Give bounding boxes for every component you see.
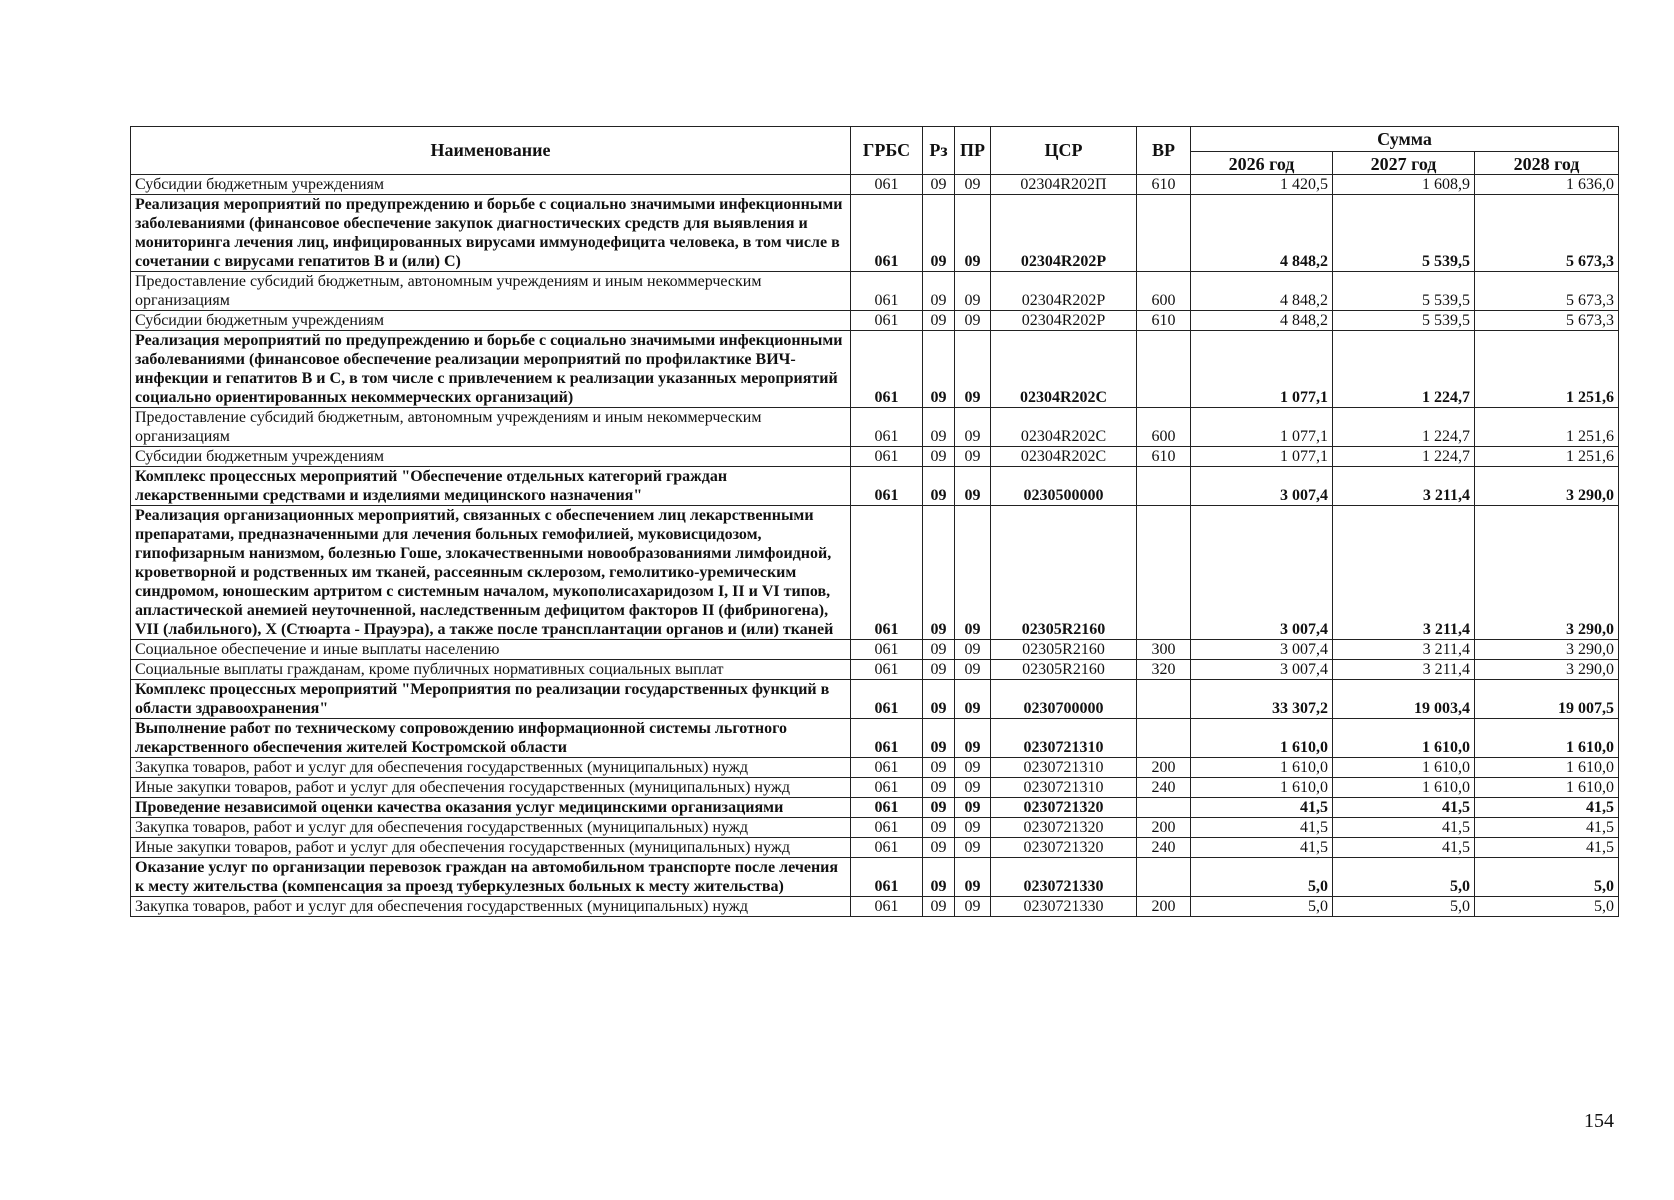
- cell-name: Закупка товаров, работ и услуг для обеспечения государственных (муниципальных) нужд: [131, 818, 851, 838]
- cell-2028: 1 610,0: [1475, 719, 1619, 758]
- cell-csr: 02305R2160: [991, 660, 1137, 680]
- cell-csr: 0230721320: [991, 838, 1137, 858]
- table-row: [131, 858, 1619, 897]
- cell-2027: 19 003,4: [1333, 680, 1475, 719]
- cell-2028: 1 251,6: [1475, 331, 1619, 408]
- cell-2028: 1 610,0: [1475, 778, 1619, 798]
- cell-rz: 09: [923, 897, 955, 917]
- cell-2027: 1 610,0: [1333, 778, 1475, 798]
- cell-2027: 5 539,5: [1333, 272, 1475, 311]
- cell-2028: 1 251,6: [1475, 447, 1619, 467]
- cell-2026: 3 007,4: [1191, 467, 1333, 506]
- table-row: [131, 660, 1619, 680]
- cell-vr: 600: [1137, 408, 1191, 447]
- cell-name: Реализация организационных мероприятий, связанных с обеспечением лиц лекарственными препаратами, предназначенными для лечения больных гемофилией, муковисцидозом, гипофизарным нанизмом, болезнью Гоше, злокачественными новообразованиями лимфоидной, кроветворной и родственных им тканей, рассеянным склерозом, гемолитико-уремическим синдромом, юношеским артритом с системным началом, мукополисахаридозом I, II и VI типов, апластической анемией неуточненной, наследственным дефицитом факторов II (фибриногена), VII (лабильного), X (Стюарта - Прауэра), а также после трансплантации органов и (или) тканей: [131, 506, 851, 640]
- cell-vr: [1137, 680, 1191, 719]
- cell-grbs: 061: [851, 311, 923, 331]
- cell-pr: 09: [955, 778, 991, 798]
- header-vr: ВР: [1137, 127, 1191, 175]
- cell-2026: 5,0: [1191, 897, 1333, 917]
- cell-csr: 0230721310: [991, 758, 1137, 778]
- table-row: [131, 680, 1619, 719]
- cell-2028: 41,5: [1475, 798, 1619, 818]
- cell-csr: 02304R202C: [991, 331, 1137, 408]
- cell-grbs: 061: [851, 175, 923, 195]
- cell-pr: 09: [955, 467, 991, 506]
- cell-2027: 5,0: [1333, 897, 1475, 917]
- cell-2027: 3 211,4: [1333, 640, 1475, 660]
- header-2026: 2026 год: [1191, 152, 1333, 175]
- cell-grbs: 061: [851, 195, 923, 272]
- cell-name: Реализация мероприятий по предупреждению и борьбе с социально значимыми инфекционными заболеваниями (финансовое обеспечение закупок диагностических средств для выявления и мониторинга лечения лиц, инфицированных вирусами иммунодефицита человека, в том числе в сочетании с вирусами гепатитов В и (или) С): [131, 195, 851, 272]
- cell-2026: 1 610,0: [1191, 758, 1333, 778]
- cell-vr: 300: [1137, 640, 1191, 660]
- cell-2027: 5 539,5: [1333, 195, 1475, 272]
- cell-vr: 610: [1137, 175, 1191, 195]
- cell-grbs: 061: [851, 838, 923, 858]
- cell-2028: 3 290,0: [1475, 640, 1619, 660]
- cell-csr: 02304R202P: [991, 195, 1137, 272]
- cell-grbs: 061: [851, 719, 923, 758]
- budget-table: [130, 126, 1619, 917]
- header-pr: ПР: [955, 127, 991, 175]
- cell-2027: 41,5: [1333, 818, 1475, 838]
- cell-vr: [1137, 719, 1191, 758]
- table-row: [131, 175, 1619, 195]
- cell-grbs: 061: [851, 447, 923, 467]
- cell-2026: 1 077,1: [1191, 447, 1333, 467]
- table-row: [131, 467, 1619, 506]
- table-row: [131, 897, 1619, 917]
- cell-pr: 09: [955, 447, 991, 467]
- cell-vr: 320: [1137, 660, 1191, 680]
- cell-2027: 1 224,7: [1333, 408, 1475, 447]
- cell-2027: 1 610,0: [1333, 719, 1475, 758]
- cell-2028: 3 290,0: [1475, 660, 1619, 680]
- cell-pr: 09: [955, 331, 991, 408]
- cell-2027: 1 224,7: [1333, 447, 1475, 467]
- table-row: [131, 758, 1619, 778]
- header-grbs: ГРБС: [851, 127, 923, 175]
- cell-vr: 240: [1137, 778, 1191, 798]
- cell-rz: 09: [923, 467, 955, 506]
- cell-pr: 09: [955, 897, 991, 917]
- cell-grbs: 061: [851, 897, 923, 917]
- cell-csr: 0230721320: [991, 818, 1137, 838]
- cell-2028: 5 673,3: [1475, 272, 1619, 311]
- cell-2027: 3 211,4: [1333, 506, 1475, 640]
- table-row: [131, 838, 1619, 858]
- cell-2028: 5 673,3: [1475, 195, 1619, 272]
- cell-name: Социальные выплаты гражданам, кроме публичных нормативных социальных выплат: [131, 660, 851, 680]
- header-rz: Рз: [923, 127, 955, 175]
- cell-pr: 09: [955, 719, 991, 758]
- cell-2026: 3 007,4: [1191, 640, 1333, 660]
- cell-2028: 41,5: [1475, 818, 1619, 838]
- cell-name: Закупка товаров, работ и услуг для обеспечения государственных (муниципальных) нужд: [131, 897, 851, 917]
- cell-2027: 5,0: [1333, 858, 1475, 897]
- cell-grbs: 061: [851, 506, 923, 640]
- cell-vr: [1137, 506, 1191, 640]
- cell-2027: 3 211,4: [1333, 467, 1475, 506]
- cell-name: Субсидии бюджетным учреждениям: [131, 447, 851, 467]
- cell-2028: 3 290,0: [1475, 467, 1619, 506]
- cell-2027: 1 608,9: [1333, 175, 1475, 195]
- cell-2027: 1 610,0: [1333, 758, 1475, 778]
- cell-pr: 09: [955, 660, 991, 680]
- cell-name: Выполнение работ по техническому сопровождению информационной системы льготного лекарственного обеспечения жителей Костромской области: [131, 719, 851, 758]
- cell-vr: 610: [1137, 447, 1191, 467]
- cell-csr: 02305R2160: [991, 506, 1137, 640]
- cell-rz: 09: [923, 798, 955, 818]
- cell-grbs: 061: [851, 331, 923, 408]
- cell-vr: [1137, 195, 1191, 272]
- cell-rz: 09: [923, 719, 955, 758]
- cell-rz: 09: [923, 680, 955, 719]
- cell-2027: 41,5: [1333, 838, 1475, 858]
- cell-grbs: 061: [851, 758, 923, 778]
- cell-2026: 41,5: [1191, 838, 1333, 858]
- cell-2027: 5 539,5: [1333, 311, 1475, 331]
- cell-pr: 09: [955, 272, 991, 311]
- cell-csr: 0230500000: [991, 467, 1137, 506]
- cell-rz: 09: [923, 272, 955, 311]
- cell-name: Проведение независимой оценки качества оказания услуг медицинскими организациями: [131, 798, 851, 818]
- cell-csr: 02304R202П: [991, 175, 1137, 195]
- cell-pr: 09: [955, 680, 991, 719]
- table-row: [131, 195, 1619, 272]
- cell-rz: 09: [923, 818, 955, 838]
- header-2028: 2028 год: [1475, 152, 1619, 175]
- table-row: [131, 778, 1619, 798]
- cell-pr: 09: [955, 858, 991, 897]
- cell-vr: 600: [1137, 272, 1191, 311]
- cell-2026: 1 420,5: [1191, 175, 1333, 195]
- cell-rz: 09: [923, 778, 955, 798]
- table-row: [131, 272, 1619, 311]
- cell-csr: 02304R202C: [991, 408, 1137, 447]
- cell-pr: 09: [955, 311, 991, 331]
- header-name: Наименование: [131, 127, 851, 175]
- cell-2026: 4 848,2: [1191, 195, 1333, 272]
- cell-2026: 3 007,4: [1191, 660, 1333, 680]
- cell-rz: 09: [923, 506, 955, 640]
- cell-pr: 09: [955, 175, 991, 195]
- table-row: [131, 798, 1619, 818]
- cell-csr: 02304R202P: [991, 311, 1137, 331]
- cell-csr: 0230721330: [991, 897, 1137, 917]
- cell-grbs: 061: [851, 660, 923, 680]
- header-csr: ЦСР: [991, 127, 1137, 175]
- cell-grbs: 061: [851, 858, 923, 897]
- cell-2028: 5,0: [1475, 858, 1619, 897]
- cell-2026: 1 610,0: [1191, 719, 1333, 758]
- cell-2026: 1 077,1: [1191, 331, 1333, 408]
- table-row: [131, 719, 1619, 758]
- cell-rz: 09: [923, 858, 955, 897]
- cell-vr: [1137, 331, 1191, 408]
- budget-page: [130, 126, 1618, 917]
- table-body: [131, 175, 1619, 917]
- cell-pr: 09: [955, 818, 991, 838]
- table-row: [131, 818, 1619, 838]
- cell-name: Закупка товаров, работ и услуг для обеспечения государственных (муниципальных) нужд: [131, 758, 851, 778]
- cell-name: Оказание услуг по организации перевозок граждан на автомобильном транспорте после лечения к месту жительства (компенсация за проезд туберкулезных больных к месту жительства): [131, 858, 851, 897]
- cell-2026: 4 848,2: [1191, 311, 1333, 331]
- cell-vr: 200: [1137, 897, 1191, 917]
- cell-name: Предоставление субсидий бюджетным, автономным учреждениям и иным некоммерческим организациям: [131, 408, 851, 447]
- cell-rz: 09: [923, 640, 955, 660]
- cell-2026: 5,0: [1191, 858, 1333, 897]
- cell-2026: 3 007,4: [1191, 506, 1333, 640]
- cell-csr: 02305R2160: [991, 640, 1137, 660]
- cell-vr: 200: [1137, 758, 1191, 778]
- cell-2026: 1 077,1: [1191, 408, 1333, 447]
- cell-rz: 09: [923, 195, 955, 272]
- cell-grbs: 061: [851, 467, 923, 506]
- cell-2028: 19 007,5: [1475, 680, 1619, 719]
- cell-2026: 41,5: [1191, 798, 1333, 818]
- cell-vr: [1137, 858, 1191, 897]
- cell-rz: 09: [923, 758, 955, 778]
- cell-name: Субсидии бюджетным учреждениям: [131, 311, 851, 331]
- table-row: [131, 447, 1619, 467]
- cell-rz: 09: [923, 660, 955, 680]
- cell-2027: 1 224,7: [1333, 331, 1475, 408]
- cell-rz: 09: [923, 838, 955, 858]
- cell-name: Иные закупки товаров, работ и услуг для обеспечения государственных (муниципальных) нужд: [131, 778, 851, 798]
- table-row: [131, 408, 1619, 447]
- table-row: [131, 311, 1619, 331]
- cell-2028: 41,5: [1475, 838, 1619, 858]
- cell-vr: 240: [1137, 838, 1191, 858]
- cell-pr: 09: [955, 408, 991, 447]
- cell-csr: 02304R202C: [991, 447, 1137, 467]
- cell-2027: 41,5: [1333, 798, 1475, 818]
- cell-grbs: 061: [851, 798, 923, 818]
- cell-name: Комплекс процессных мероприятий "Мероприятия по реализации государственных функций в области здравоохранения": [131, 680, 851, 719]
- cell-vr: [1137, 467, 1191, 506]
- cell-name: Социальное обеспечение и иные выплаты населению: [131, 640, 851, 660]
- table-row: [131, 331, 1619, 408]
- cell-name: Комплекс процессных мероприятий "Обеспечение отдельных категорий граждан лекарственными средствами и изделиями медицинского назначения": [131, 467, 851, 506]
- cell-2028: 1 251,6: [1475, 408, 1619, 447]
- cell-grbs: 061: [851, 640, 923, 660]
- cell-vr: 200: [1137, 818, 1191, 838]
- cell-rz: 09: [923, 175, 955, 195]
- cell-2028: 1 636,0: [1475, 175, 1619, 195]
- cell-name: Иные закупки товаров, работ и услуг для обеспечения государственных (муниципальных) нужд: [131, 838, 851, 858]
- page-number: 154: [1584, 1110, 1614, 1132]
- cell-grbs: 061: [851, 680, 923, 719]
- cell-grbs: 061: [851, 818, 923, 838]
- cell-2027: 3 211,4: [1333, 660, 1475, 680]
- cell-name: Предоставление субсидий бюджетным, автономным учреждениям и иным некоммерческим организациям: [131, 272, 851, 311]
- header-2027: 2027 год: [1333, 152, 1475, 175]
- cell-pr: 09: [955, 195, 991, 272]
- cell-pr: 09: [955, 838, 991, 858]
- cell-csr: 0230721310: [991, 778, 1137, 798]
- cell-2026: 4 848,2: [1191, 272, 1333, 311]
- cell-2028: 1 610,0: [1475, 758, 1619, 778]
- table-row: [131, 506, 1619, 640]
- cell-csr: 02304R202P: [991, 272, 1137, 311]
- cell-name: Реализация мероприятий по предупреждению и борьбе с социально значимыми инфекционными заболеваниями (финансовое обеспечение реализации мероприятий по профилактике ВИЧ- инфекции и гепатитов В и С, в том числе с привлечением к реализации указанных мероприятий социально ориентированных некоммерческих организаций): [131, 331, 851, 408]
- cell-rz: 09: [923, 408, 955, 447]
- table-header: [131, 127, 1619, 175]
- cell-csr: 0230721320: [991, 798, 1137, 818]
- cell-csr: 0230700000: [991, 680, 1137, 719]
- cell-csr: 0230721310: [991, 719, 1137, 758]
- cell-2028: 5 673,3: [1475, 311, 1619, 331]
- cell-rz: 09: [923, 447, 955, 467]
- cell-2028: 5,0: [1475, 897, 1619, 917]
- cell-grbs: 061: [851, 272, 923, 311]
- cell-vr: [1137, 798, 1191, 818]
- cell-rz: 09: [923, 331, 955, 408]
- cell-grbs: 061: [851, 408, 923, 447]
- cell-rz: 09: [923, 311, 955, 331]
- cell-pr: 09: [955, 640, 991, 660]
- cell-2026: 41,5: [1191, 818, 1333, 838]
- cell-vr: 610: [1137, 311, 1191, 331]
- cell-name: Субсидии бюджетным учреждениям: [131, 175, 851, 195]
- cell-pr: 09: [955, 506, 991, 640]
- table-row: [131, 640, 1619, 660]
- cell-2026: 33 307,2: [1191, 680, 1333, 719]
- cell-pr: 09: [955, 798, 991, 818]
- cell-pr: 09: [955, 758, 991, 778]
- cell-csr: 0230721330: [991, 858, 1137, 897]
- cell-2028: 3 290,0: [1475, 506, 1619, 640]
- cell-grbs: 061: [851, 778, 923, 798]
- cell-2026: 1 610,0: [1191, 778, 1333, 798]
- header-sum: Сумма: [1191, 127, 1619, 152]
